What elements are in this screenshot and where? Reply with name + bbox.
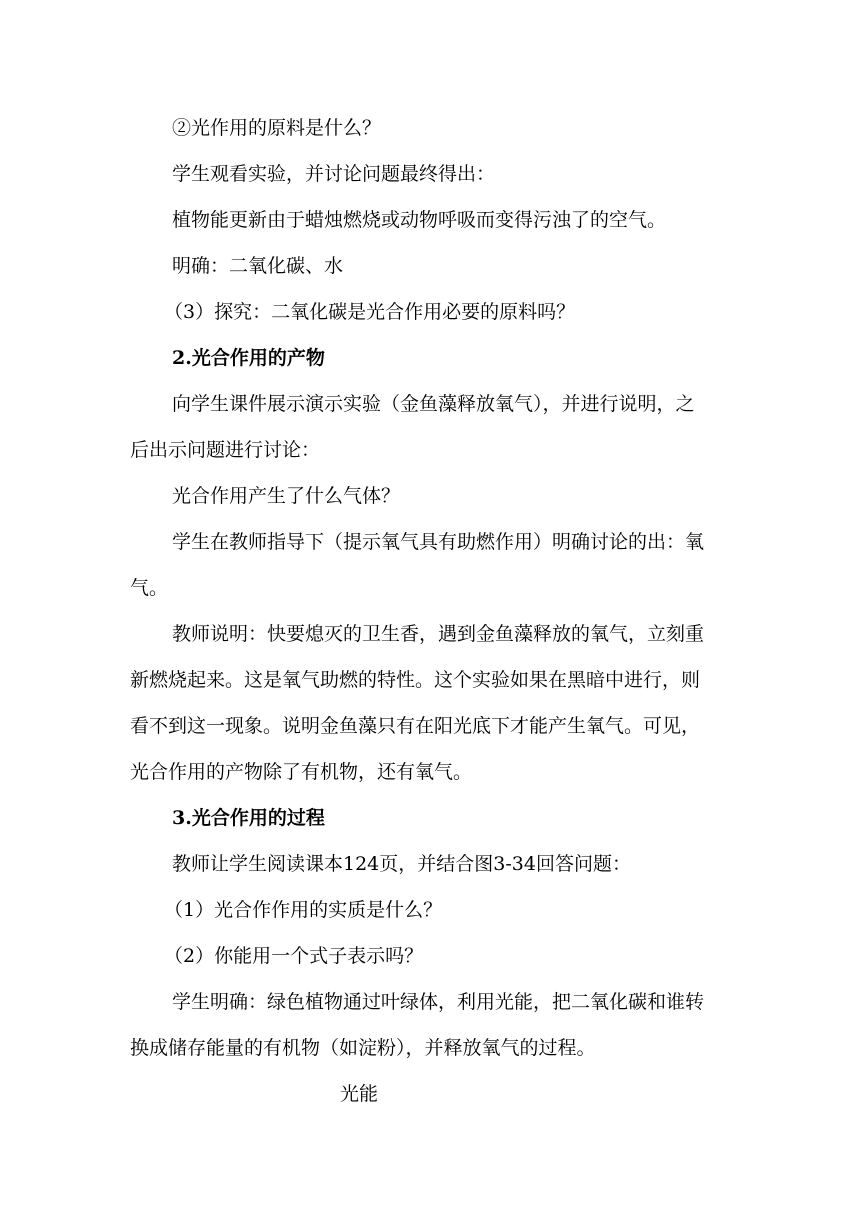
paragraph-students-conclude-line-2: 气。	[130, 577, 169, 599]
paragraph-students-clarify-line-1: 学生明确：绿色植物通过叶绿体，利用光能，把二氧化碳和谁转	[172, 991, 705, 1013]
paragraph-students-clarify-line-2: 换成储存能量的有机物（如淀粉），并释放氧气的过程。	[130, 1037, 596, 1059]
paragraph-raw-materials-question: ②光作用的原料是什么？	[172, 117, 382, 139]
paragraph-demo-line-1: 向学生课件展示演示实验（金鱼藻释放氧气），并进行说明，之	[172, 393, 695, 415]
paragraph-teacher-explains-line-2: 新燃烧起来。这是氧气助燃的特性。这个实验如果在黑暗中进行，则	[130, 669, 701, 691]
paragraph-students-observe: 学生观看实验，并讨论问题最终得出：	[172, 163, 496, 185]
paragraph-plants-renew-air: 植物能更新由于蜡烛燃烧或动物呼吸而变得污浊了的空气。	[172, 209, 667, 231]
paragraph-teacher-explains-line-1: 教师说明：快要熄灭的卫生香，遇到金鱼藻释放的氧气，立刻重	[172, 623, 705, 645]
paragraph-students-conclude-line-1: 学生在教师指导下（提示氧气具有助燃作用）明确讨论的出：氧	[172, 531, 705, 553]
paragraph-explore-co2: （3）探究：二氧化碳是光合作用必要的原料吗？	[164, 301, 576, 323]
paragraph-what-gas: 光合作用产生了什么气体？	[172, 485, 401, 507]
paragraph-teacher-explains-line-3: 看不到这一现象。说明金鱼藻只有在阳光底下才能产生氧气。可见，	[130, 715, 701, 737]
paragraph-read-textbook: 教师让学生阅读课本124页，并结合图3-34回答问题：	[172, 853, 631, 875]
heading-photosynthesis-process: 3.光合作用的过程	[172, 807, 325, 829]
heading-photosynthesis-products: 2.光合作用的产物	[172, 347, 325, 369]
paragraph-clarify-co2-water: 明确：二氧化碳、水	[172, 255, 344, 277]
paragraph-question-formula: （2）你能用一个式子表示吗？	[164, 945, 424, 967]
paragraph-question-essence: （1）光合作作用的实质是什么？	[164, 899, 443, 921]
paragraph-teacher-explains-line-4: 光合作用的产物除了有机物，还有氧气。	[130, 761, 473, 783]
paragraph-demo-line-2: 后出示问题进行讨论：	[130, 439, 321, 461]
formula-light-energy-label: 光能	[340, 1083, 379, 1105]
